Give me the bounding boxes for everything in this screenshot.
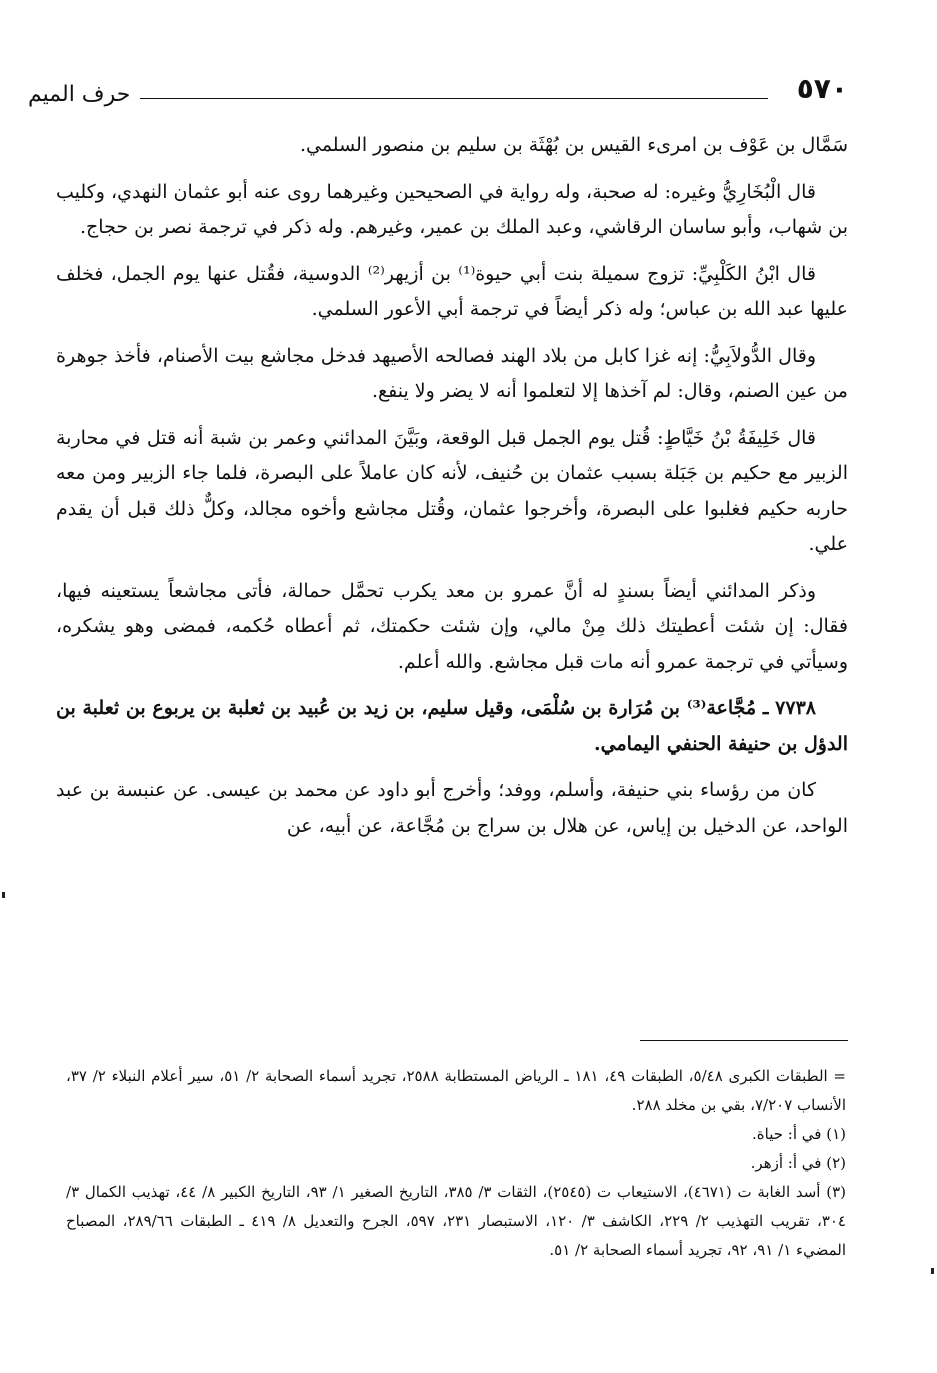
paragraph-dulabi: وقال الدُّولاَبِيُّ: إنه غزا كابل من بلاد الهند فصالحه الأصيهد فدخل مجاشع بيت الأصنام، فأخذ جوهرة من عين الصنم، وقال: لم آخذها إلا لتعلموا أنه لا يضر ولا ينفع. xyxy=(56,344,848,402)
paragraph-ibn-kalbi: قال ابْنُ الكَلْبِيِّ: تزوج سميلة بنت أبي حيوة⁽¹⁾ بن أزيهر⁽²⁾ الدوسية، فقُتل عنها يوم الجمل، فخلف عليها عبد الله بن عباس؛ وله ذكر أيضاً في ترجمة أبي الأعور السلمي. xyxy=(56,262,848,320)
header-rule xyxy=(140,98,768,99)
paragraph-bukhari: قال الْبُخَارِيُّ وغيره: له صحبة، وله رواية في الصحيحين وغيرهما روى عنه أبو عثمان النهدي، وكليب بن شهاب، وأبو ساسان الرقاشي، وعبد الملك بن عمير، وغيرهم. وله ذكر في ترجمة نصر بن حجاج. xyxy=(56,180,848,238)
footnote-3: (٣) أسد الغابة ت (٤٦٧١)، الاستيعاب ت (٢٥٤٥)، الثقات ٣/ ٣٨٥، التاريخ الصغير ١/ ٩٣، التاريخ الكبير ٨/ ٤٤، تهذيب الكمال ٣/ ٣٠٤، تقريب التهذيب ٢/ ٢٢٩، الكاشف ٣/ ١٢٠، الاستبصار ٢٣١، ٥٩٧، الجرح والتعديل ٨/ ٤١٩ ـ الطبقات ٢٨٩/٦٦، المصباح المضيء ١/ ٩١، ٩٢، تجريد أسماء الصحابة ٢/ ٥١. xyxy=(66,1183,846,1259)
footnote-2: (٢) في أ: أزهر. xyxy=(750,1154,846,1172)
scan-mark xyxy=(2,892,5,898)
paragraph-khalifa: قال خَلِيفَةُ بْنُ خَيَّاطٍ: قُتل يوم الجمل قبل الوقعة، وبَيَّنَ المدائني وعمر بن شبة أنه قتل في محاربة الزبير مع حكيم بن جَبَلة بسبب عثمان بن حُنيف، لأنه كان عاملاً على البصرة، فلما جاء الزبير ومن معه حاربه حكيم فغلبوا على البصرة، وأخرجوا عثمان، وقُتل مجاشع وأخوه مجالد، وكلٌّ ذلك قبل أن يقدم علي. xyxy=(56,426,848,555)
paragraph-madaini: وذكر المدائني أيضاً بسندٍ له أنَّ عمرو بن معد يكرب تحمَّل حمالة، فأتى مجاشعاً يستعينه فيها، فقال: إن شئت أعطيتك ذلك مِنْ مالي، وإن شئت حكمتك، ثم أعطاه حُكمه، فمضى وهو يشكره، وسيأتي في ترجمة عمرو أنه مات قبل مجاشع. والله أعلم. xyxy=(56,579,848,673)
page-header xyxy=(28,72,848,108)
main-text xyxy=(56,128,848,855)
footnote-1: (١) في أ: حياة. xyxy=(752,1125,846,1143)
page-number: ٥٧٠ xyxy=(796,72,848,105)
footnote-separator xyxy=(640,1040,848,1041)
running-head: حرف الميم xyxy=(28,82,131,107)
footnote-continued: = الطبقات الكبرى ٥/٤٨، الطبقات ٤٩، ١٨١ ـ الرياض المستطابة ٢٥٨٨، تجريد أسماء الصحابة ٢/ ٥١، سير أعلام النبلاء ٢/ ٣٧، الأنساب ٧/٢٠٧، بقي بن مخلد ٢٨٨. xyxy=(66,1067,846,1114)
footnotes xyxy=(66,1062,846,1265)
paragraph-lineage: سَمَّال بن عَوْف بن امرىء القيس بن بُهْثَة بن سليم بن منصور السلمي. xyxy=(299,134,848,156)
paragraph-mujjaa: كان من رؤساء بني حنيفة، وأسلم، ووفد؛ وأخرج أبو داود عن محمد بن عيسى. عن عنبسة بن عبد الواحد، عن الدخيل بن إياس، عن هلال بن سراج بن مُجَّاعة، عن أبيه، عن xyxy=(56,779,848,837)
entry-heading-7738: ٧٧٣٨ ـ مُجَّاعة⁽³⁾ بن مُرَارة بن سُلْمَى، وقيل سليم، بن زيد بن عُبيد بن ثعلبة بن يربوع بن ثعلبة بن الدؤل بن حنيفة الحنفي اليمامي. xyxy=(56,697,848,755)
scan-mark xyxy=(931,1268,934,1274)
